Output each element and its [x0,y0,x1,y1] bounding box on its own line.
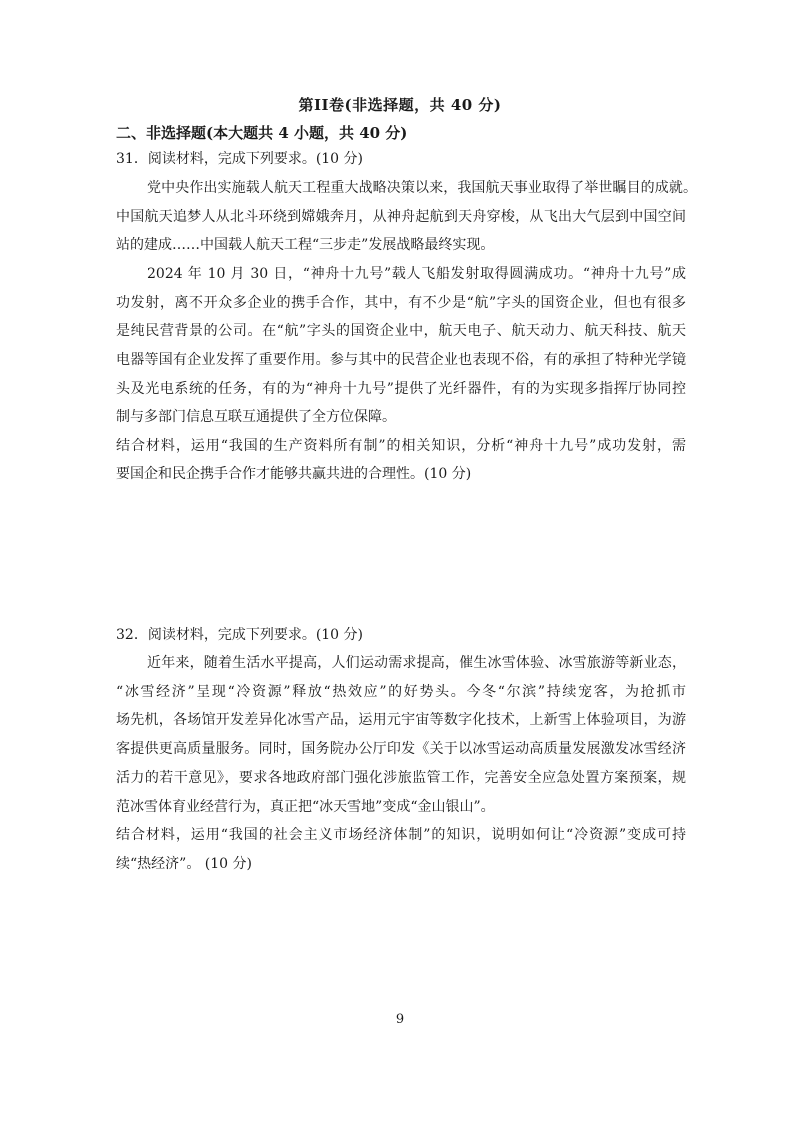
q32-p1-line: “冰雪经济”呈现“冷资源”释放“热效应”的好势头。今冬“尔滨”持续宠客，为抢抓市 [116,684,686,700]
q31-p2-line: 头及光电系统的任务，有的为“神舟十九号”提供了光纤器件，有的为实现多指挥厅协同控 [116,381,686,397]
q32-prompt: 32．阅读材料，完成下列要求。(10 分) [116,627,364,643]
q31-prompt: 31．阅读材料，完成下列要求。(10 分) [116,151,364,167]
q31-task-line: 结合材料，运用“我国的生产资料所有制”的相关知识，分析“神舟十九号”成功发射，需 [116,438,686,454]
q31-p2-line: 功发射，离不开众多企业的携手合作，其中，有不少是“航”字头的国资企业，但也有很多 [116,295,686,311]
q32-p1-line: 场先机，各场馆开发差异化冰雪产品，运用元宇宙等数字化技术，上新雪上体验项目，为游 [116,712,686,728]
q31-p2-line: 电器等国有企业发挥了重要作用。参与其中的民营企业也表现不俗，有的承担了特种光学镜 [116,352,686,368]
q32-task-line: 结合材料，运用“我国的社会主义市场经济体制”的知识，说明如何让“冷资源”变成可持 [116,827,686,843]
q31-p2-line: 是纯民营背景的公司。在“航”字头的国资企业中，航天电子、航天动力、航天科技、航天 [116,323,686,339]
q32-p1-line: 范冰雪体育业经营行为，真正把“冰天雪地”变成“金山银山”。 [116,799,495,815]
q31-p2-line: 制与多部门信息互联互通提供了全方位保障。 [116,409,396,425]
q32-p1-line: 客提供更高质量服务。同时，国务院办公厅印发《关于以冰雪运动高质量发展激发冰雪经济 [116,741,686,757]
section-title: 二、非选择题(本大题共 4 小题，共 40 分) [116,124,408,142]
page-number: 9 [395,1012,405,1027]
q32-task-line: 续“热经济”。 (10 分) [116,856,252,872]
q31-p2-line: 2024 年 10 月 30 日，“神舟十九号”载人飞船发射取得圆满成功。“神舟十九号”成 [147,266,686,282]
volume-title: 第II卷(非选择题，共 40 分) [298,96,502,114]
q32-p1-line: 活力的若干意见》，要求各地政府部门强化涉旅监管工作，完善安全应急处置方案预案，规 [116,770,686,786]
q31-p1-line: 党中央作出实施载人航天工程重大战略决策以来，我国航天事业取得了举世瞩目的成就。 [147,180,697,196]
q31-p1-line: 站的建成……中国载人航天工程“三步走”发展战略最终实现。 [116,237,495,253]
q31-p1-line: 中国航天追梦人从北斗环绕到嫦娥奔月，从神舟起航到天舟穿梭，从飞出大气层到中国空间 [116,209,686,225]
q32-p1-line: 近年来，随着生活水平提高，人们运动需求提高，催生冰雪体验、冰雪旅游等新业态， [147,655,686,671]
q31-task-line: 要国企和民企携手合作才能够共赢共进的合理性。(10 分) [116,466,472,482]
